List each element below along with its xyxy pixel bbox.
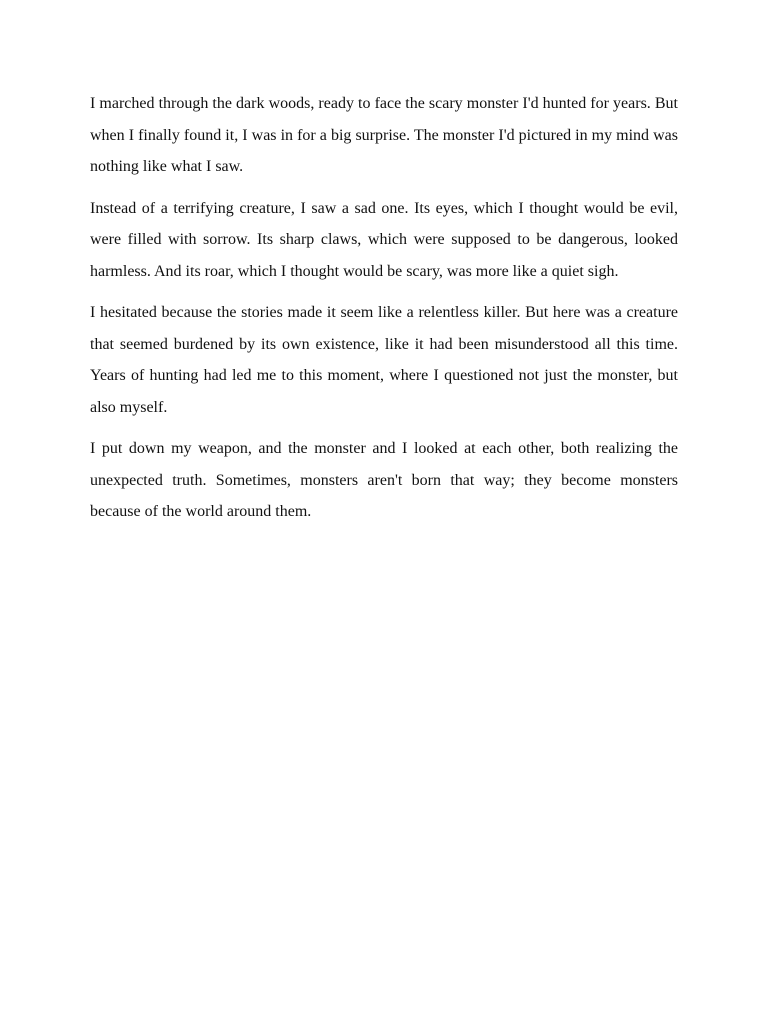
paragraph-3: I hesitated because the stories made it seem like a relentless killer. But here was a creature that seemed burdened by its own existence, like it had been misunderstood all this time. Years of hunting had led me to this moment, where I questioned not just the monster, but also myself.	[90, 304, 678, 416]
paragraph-4: I put down my weapon, and the monster and I looked at each other, both realizing the unexpected truth. Sometimes, monsters aren't born that way; they become monsters because of the world around them.	[90, 440, 678, 520]
paragraph-2: Instead of a terrifying creature, I saw a sad one. Its eyes, which I thought would be evil, were filled with sorrow. Its sharp claws, which were supposed to be dangerous, looked harmless. And its roar, which I thought would be scary, was more like a quiet sigh.	[90, 199, 678, 280]
paragraph-1: I marched through the dark woods, ready to face the scary monster I'd hunted for years. But when I finally found it, I was in for a big surprise. The monster I'd pictured in my mind was nothing like what I saw.	[90, 95, 678, 175]
document-body	[90, 88, 678, 538]
